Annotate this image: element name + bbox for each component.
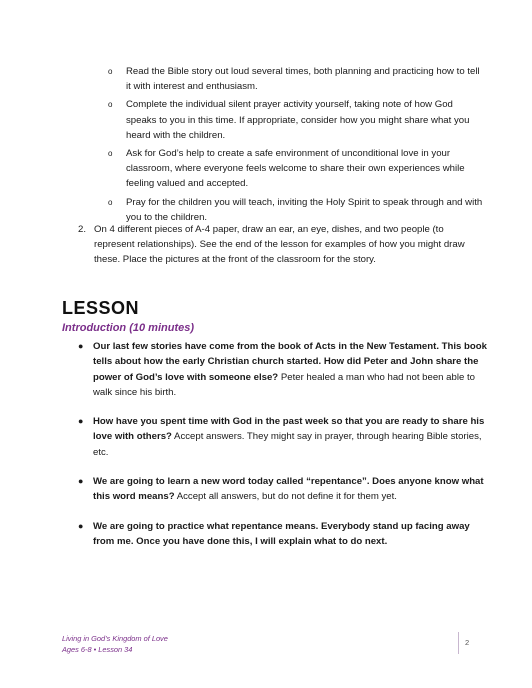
bullet-bold-text: Our last few stories have come from the book of Acts in the New Testament. This book tells about how the early Christian church started. How did Peter and John share the power of God’s love with someone else? <box>93 341 487 383</box>
list-number: 2. <box>78 224 87 235</box>
footer-title-block <box>62 634 168 655</box>
list-item <box>78 222 486 268</box>
bullet-dot-icon: ● <box>78 416 84 427</box>
list-item-text: Ask for God’s help to create a safe environment of unconditional love in your classroom, where everyone feels welcome to share their own experiences while feeling valued and accepted. <box>126 148 465 190</box>
preparation-numbered-list <box>78 222 486 268</box>
preparation-sublist <box>105 64 485 228</box>
sub-bullet-marker: o <box>108 197 113 207</box>
introduction-bullets <box>78 339 488 563</box>
sub-bullet-marker: o <box>108 67 113 76</box>
sub-bullet-marker: o <box>108 149 113 159</box>
list-item <box>105 64 485 94</box>
bullet-text: Accept all answers, but do not define it for them yet. <box>174 491 397 503</box>
list-item <box>78 474 488 505</box>
list-item <box>105 146 485 192</box>
list-item <box>78 519 488 550</box>
list-item <box>105 195 485 225</box>
list-item <box>105 97 485 143</box>
sub-bullet-marker: o <box>108 100 113 110</box>
list-item-text: Complete the individual silent prayer activity yourself, taking note of how God speaks to you in this time. If appropriate, consider how you might share what you heard with the children. <box>126 99 470 141</box>
list-item <box>78 339 488 400</box>
bullet-text: Accept answers. They might say in prayer, through hearing Bible stories, etc. <box>93 431 482 458</box>
bullet-bold-text: How have you spent time with God in the past week so that you are ready to share his love with others? <box>93 416 485 443</box>
bullet-dot-icon: ● <box>78 520 84 531</box>
footer-divider <box>458 632 459 654</box>
list-item-text: On 4 different pieces of A-4 paper, draw an ear, an eye, dishes, and two people (to represent relationships). See the end of the lesson for examples of how you might draw these. Place the pictures at the front of the classroom for the story. <box>94 224 465 266</box>
bullet-bold-text: We are going to learn a new word today called “repentance”. Does anyone know what this word means? <box>93 476 484 503</box>
page-number: 2 <box>465 638 470 647</box>
lesson-heading: LESSON <box>62 298 140 318</box>
footer-series-title: Living in God’s Kingdom of Love <box>62 634 168 643</box>
bullet-text: Peter healed a man who had not been able to walk since his birth. <box>93 371 475 398</box>
bullet-dot-icon: ● <box>78 476 84 487</box>
list-item-text: Read the Bible story out loud several times, both planning and practicing how to tell it with interest and enthusiasm. <box>126 66 480 93</box>
footer-lesson-info: Ages 6-8 • Lesson 34 <box>62 644 133 654</box>
bullet-dot-icon: ● <box>78 341 84 351</box>
list-item <box>78 414 488 460</box>
introduction-heading: Introduction (10 minutes) <box>62 322 194 334</box>
bullet-bold-text: We are going to practice what repentance means. Everybody stand up facing away from me. Once you have done this, I will explain what to do next. <box>93 520 470 547</box>
list-item-text: Pray for the children you will teach, inviting the Holy Spirit to speak through and with you to the children. <box>126 196 483 223</box>
